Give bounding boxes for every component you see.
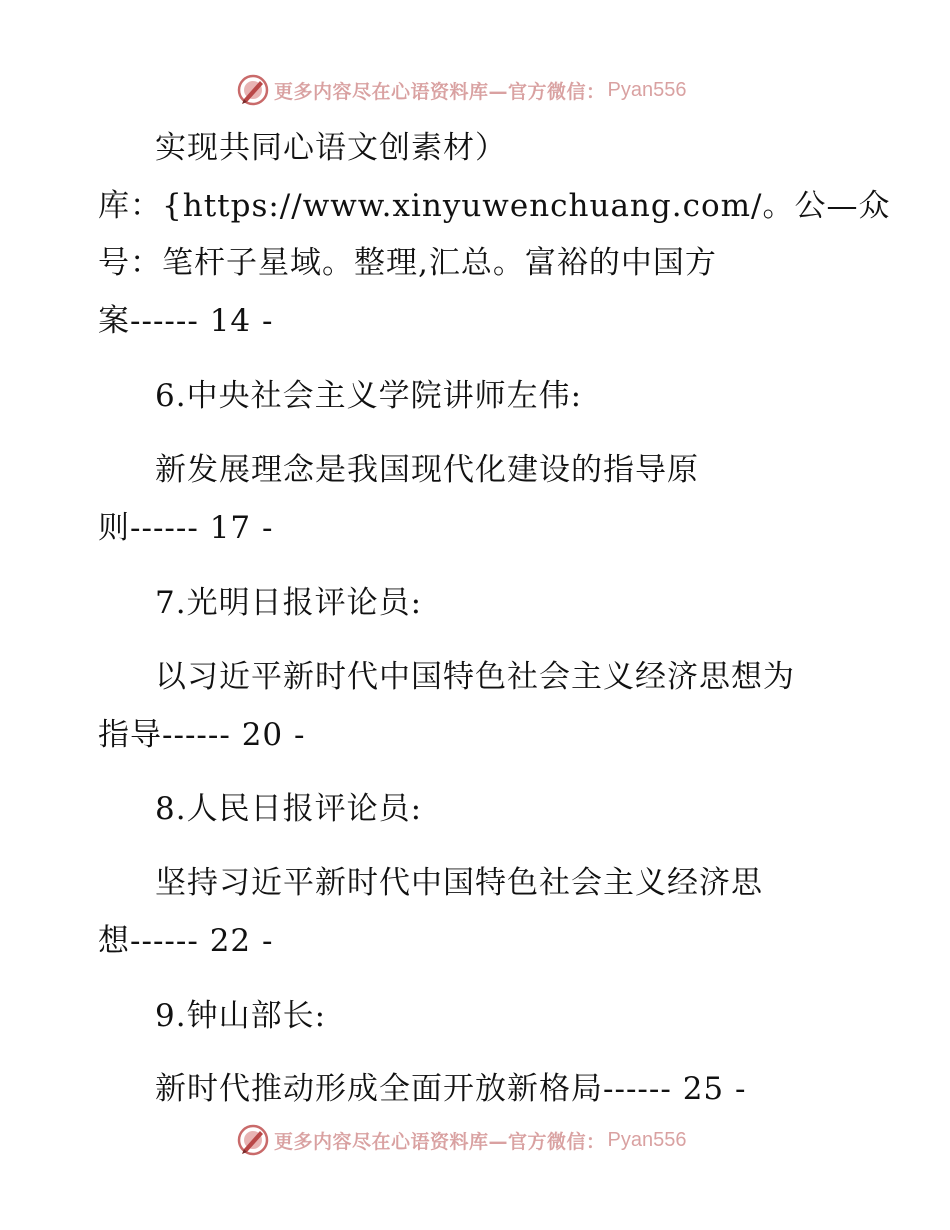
watermark-handle: Pyan556 <box>607 1128 687 1151</box>
toc-line: 新发展理念是我国现代化建设的指导原 <box>155 452 699 488</box>
watermark-text: 更多内容尽在心语资料库—官方微信： <box>274 1130 606 1153</box>
toc-heading: 6.中央社会主义学院讲师左伟: <box>155 378 583 414</box>
watermark-text: 更多内容尽在心语资料库—官方微信： <box>274 80 606 103</box>
toc-line: 号：笔杆子星域。整理,汇总。富裕的中国方 <box>98 245 717 281</box>
toc-line: 实现共同心语文创素材） <box>155 130 507 166</box>
footer-watermark <box>236 1123 686 1157</box>
toc-heading: 9.钟山部长: <box>155 998 327 1034</box>
toc-line: 坚持习近平新时代中国特色社会主义经济思 <box>155 865 763 901</box>
toc-line: 以习近平新时代中国特色社会主义经济思想为 <box>155 659 795 695</box>
toc-entry-page: 则------ 17 - <box>98 510 274 546</box>
pen-logo-icon <box>236 1123 270 1157</box>
toc-heading: 8.人民日报评论员: <box>155 791 423 827</box>
toc-entry-page: 案------ 14 - <box>98 303 274 339</box>
watermark-handle: Pyan556 <box>607 78 687 101</box>
toc-line: 库：{https://www.xinyuwenchuang.com/。公—众 <box>98 188 891 224</box>
toc-entry-page: 指导------ 20 - <box>98 717 306 753</box>
toc-heading: 7.光明日报评论员: <box>155 585 423 621</box>
toc-entry-page: 新时代推动形成全面开放新格局------ 25 - <box>155 1071 747 1107</box>
toc-entry-page: 想------ 22 - <box>98 923 274 959</box>
